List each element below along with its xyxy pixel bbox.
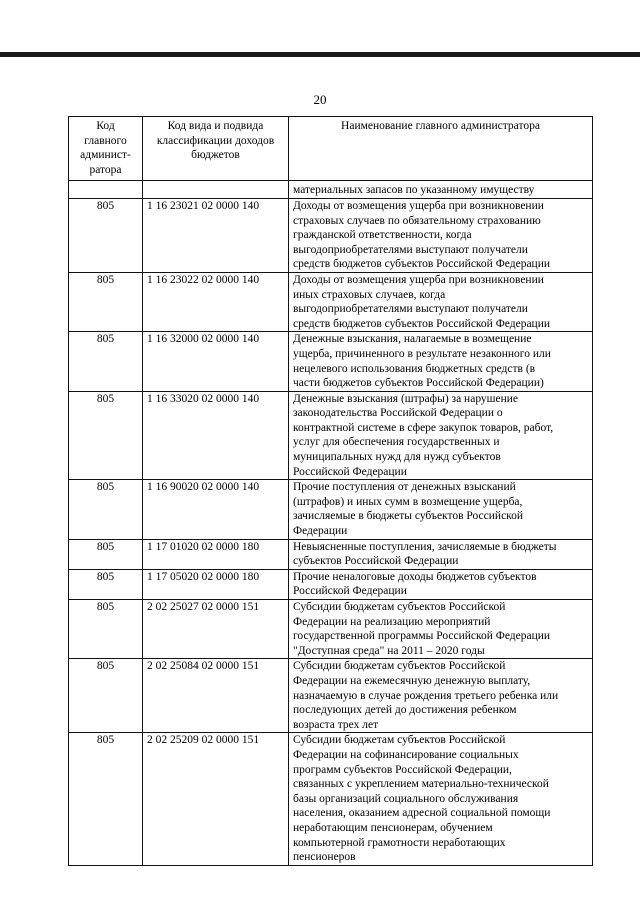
table-row <box>69 198 593 272</box>
admin-code-cell: 805 <box>69 569 143 599</box>
description-line: Федерации на ежемесячную денежную выплату, <box>293 674 531 687</box>
description-line: назначаемую в случае рождения третьего ребенка или <box>293 689 559 702</box>
description-line: Российской Федерации <box>293 585 407 598</box>
description-line: Прочие неналоговые доходы бюджетов субъектов <box>293 570 537 583</box>
header-admin-code: Код главного админист- ратора <box>69 117 143 181</box>
revenue-code-cell: 1 17 05020 02 0000 180 <box>143 569 289 599</box>
revenue-code-cell: 1 16 32000 02 0000 140 <box>143 332 289 391</box>
admin-name-cell <box>289 733 593 865</box>
admin-name-cell <box>289 569 593 599</box>
description-line: выгодоприобретателями выступают получатели <box>293 243 528 256</box>
description-line: неработающим пенсионерам, обучением <box>293 821 493 834</box>
top-rule <box>0 52 640 57</box>
table-row <box>69 659 593 733</box>
description-line: иных страховых случаев, когда <box>293 288 446 301</box>
description-line: возраста трех лет <box>293 718 379 731</box>
description-line: муниципальных нужд для нужд субъектов <box>293 451 501 464</box>
description-line: программ субъектов Российской Федерации, <box>293 763 512 776</box>
admin-name-cell <box>289 480 593 539</box>
admin-name-cell <box>289 659 593 733</box>
table-row <box>69 569 593 599</box>
description-line: нецелевого использования бюджетных средств (в <box>293 362 536 375</box>
description-line: зачисляемые в бюджеты субъектов Российской <box>293 510 524 523</box>
description-line: "Доступная среда" на 2011 – 2020 годы <box>293 644 485 657</box>
revenue-codes-table <box>68 116 593 866</box>
admin-code-cell: 805 <box>69 391 143 480</box>
description-line: Федерации на софинансирование социальных <box>293 748 519 761</box>
admin-code-cell: 805 <box>69 659 143 733</box>
description-line: средств бюджетов субъектов Российской Федерации <box>293 258 551 271</box>
admin-code-cell: 805 <box>69 539 143 569</box>
table-row <box>69 332 593 391</box>
table-row <box>69 539 593 569</box>
description-line: Прочие поступления от денежных взысканий <box>293 481 516 494</box>
table-row-continuation <box>69 181 593 199</box>
table-row <box>69 391 593 480</box>
revenue-code-cell: 1 16 23022 02 0000 140 <box>143 272 289 331</box>
description-line: Субсидии бюджетам субъектов Российской <box>293 734 506 747</box>
continuation-text: материальных запасов по указанному имуществу <box>289 181 593 199</box>
table-row <box>69 480 593 539</box>
description-line: Федерации на реализацию мероприятий <box>293 615 491 628</box>
revenue-code-cell: 1 17 01020 02 0000 180 <box>143 539 289 569</box>
revenue-code-cell: 2 02 25027 02 0000 151 <box>143 600 289 659</box>
description-line: части бюджетов субъектов Российской Федерации) <box>293 377 544 390</box>
page-number: 20 <box>313 92 327 107</box>
revenue-code-cell: 1 16 23021 02 0000 140 <box>143 198 289 272</box>
description-line: субъектов Российской Федерации <box>293 555 459 568</box>
admin-name-cell <box>289 272 593 331</box>
admin-code-cell: 805 <box>69 332 143 391</box>
header-admin-name: Наименование главного администратора <box>289 117 593 181</box>
revenue-code-cell: 2 02 25084 02 0000 151 <box>143 659 289 733</box>
description-line: компьютерной грамотности неработающих <box>293 836 506 849</box>
description-line: Федерации <box>293 525 348 538</box>
description-line: государственной программы Российской Федерации <box>293 630 551 643</box>
description-line: Денежные взыскания (штрафы) за нарушение <box>293 392 519 405</box>
admin-name-cell <box>289 600 593 659</box>
description-line: (штрафов) и иных сумм в возмещение ущерба, <box>293 495 523 508</box>
description-line: ущерба, причиненного в результате незаконного или <box>293 347 551 360</box>
description-line: Доходы от возмещения ущерба при возникновении <box>293 273 544 286</box>
description-line: Невыясненные поступления, зачисляемые в бюджеты <box>293 540 557 553</box>
revenue-code-cell: 1 16 33020 02 0000 140 <box>143 391 289 480</box>
revenue-code-cell: 2 02 25209 02 0000 151 <box>143 733 289 865</box>
header-revenue-code: Код вида и подвида классификации доходов бюджетов <box>143 117 289 181</box>
description-line: страховых случаев по обязательному страхованию <box>293 214 541 227</box>
table-header-row <box>69 117 593 181</box>
description-line: контрактной системе в сфере закупок товаров, работ, <box>293 421 554 434</box>
admin-code-cell: 805 <box>69 272 143 331</box>
description-line: базы организаций социального обслуживания <box>293 792 519 805</box>
description-line: Субсидии бюджетам субъектов Российской <box>293 660 506 673</box>
admin-code-cell: 805 <box>69 600 143 659</box>
table-row <box>69 600 593 659</box>
table-row <box>69 272 593 331</box>
description-line: Российской Федерации <box>293 465 407 478</box>
description-line: услуг для обеспечения государственных и <box>293 436 500 449</box>
description-line: гражданской ответственности, когда <box>293 229 472 242</box>
revenue-code-cell: 1 16 90020 02 0000 140 <box>143 480 289 539</box>
table-row <box>69 733 593 865</box>
admin-code-cell: 805 <box>69 198 143 272</box>
admin-name-cell <box>289 391 593 480</box>
description-line: Доходы от возмещения ущерба при возникновении <box>293 199 544 212</box>
description-line: населения, оказанием адресной социальной помощи <box>293 807 551 820</box>
admin-name-cell <box>289 198 593 272</box>
description-line: пенсионеров <box>293 851 356 864</box>
admin-name-cell <box>289 539 593 569</box>
admin-code-cell: 805 <box>69 733 143 865</box>
description-line: Субсидии бюджетам субъектов Российской <box>293 601 506 613</box>
description-line: законодательства Российской Федерации о <box>293 407 503 420</box>
admin-name-cell <box>289 332 593 391</box>
description-line: средств бюджетов субъектов Российской Федерации <box>293 317 551 330</box>
description-line: последующих детей до достижения ребенком <box>293 704 517 717</box>
description-line: связанных с укреплением материально-технической <box>293 778 549 791</box>
admin-code-cell: 805 <box>69 480 143 539</box>
description-line: выгодоприобретателями выступают получатели <box>293 303 528 316</box>
description-line: Денежные взыскания, налагаемые в возмещение <box>293 333 532 346</box>
